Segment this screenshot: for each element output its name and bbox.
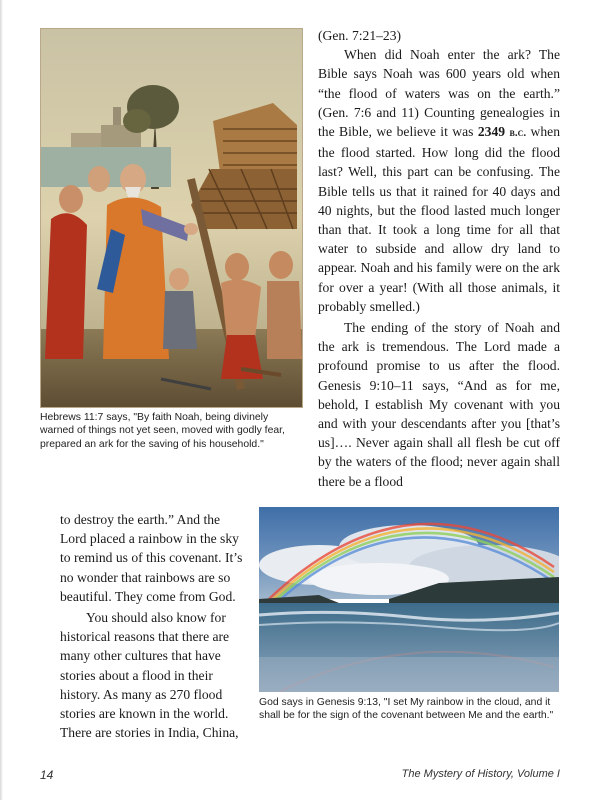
left-column-text [60, 510, 244, 742]
painting-illustration [41, 29, 302, 407]
paragraph-text: When did Noah enter the ark? The Bible says Noah was 600 years old when “the flood of waters was on the earth.” (Gen. 7:6 and 11) Counting genealogies in the Bible, we believe it was [318, 47, 560, 140]
paragraph-when-noah-entered [318, 45, 560, 316]
paragraph-flood-stories: You should also know for historical reasons that there are many other cultures that have stories about a flood in their history. As many as 270 flood stories are known in the world. There are stories in India, China, [60, 610, 239, 741]
book-title: The Mystery of History, Volume I [401, 768, 560, 780]
flood-era: b.c. [509, 127, 527, 140]
flood-year: 2349 [477, 124, 506, 140]
paragraph-rainbow: to destroy the earth.” And the Lord placed a rainbow in the sky to remind us of this covenant. It’s no wonder that rainbows are so beautiful. They come from God. [60, 512, 243, 604]
right-column-text [318, 26, 560, 491]
rainbow-photo [259, 507, 559, 692]
paragraph-text: when the flood started. How long did the flood last? Well, this part can be confusing. The Bible tells us that it rained for 40 days and 40 nights, but the flood lasted much longer than that. It took a long time for all that water to subside and allow dry land to appear. Noah and his family were on the ark for over a year! (With all those animals, it probably smelled.) [318, 124, 561, 314]
page-number: 14 [40, 768, 54, 782]
rainbow-caption: God says in Genesis 9:13, "I set My rainbow in the cloud, and it shall be for the sign of the covenant between Me and the earth." [259, 697, 554, 722]
noah-ark-painting [40, 28, 303, 408]
painting-caption: Hebrews 11:7 says, "By faith Noah, being divinely warned of things not yet seen, moved with godly fear, prepared an ark for the saving of his household." [40, 412, 285, 450]
rainbow-over-sea-illustration [259, 507, 559, 692]
scripture-reference: (Gen. 7:21–23) [318, 28, 402, 43]
paragraph-covenant: The ending of the story of Noah and the ark is tremendous. The Lord made a profound promise to us after the flood. Genesis 9:10–11 says, “And as for me, behold, I establish My covenant with you and with your descendants after you [that’s us]…. Never again shall all flesh be cut off by the waters of the flood; never again shall there be a flood [318, 320, 560, 489]
page-edge-shadow [0, 0, 3, 800]
